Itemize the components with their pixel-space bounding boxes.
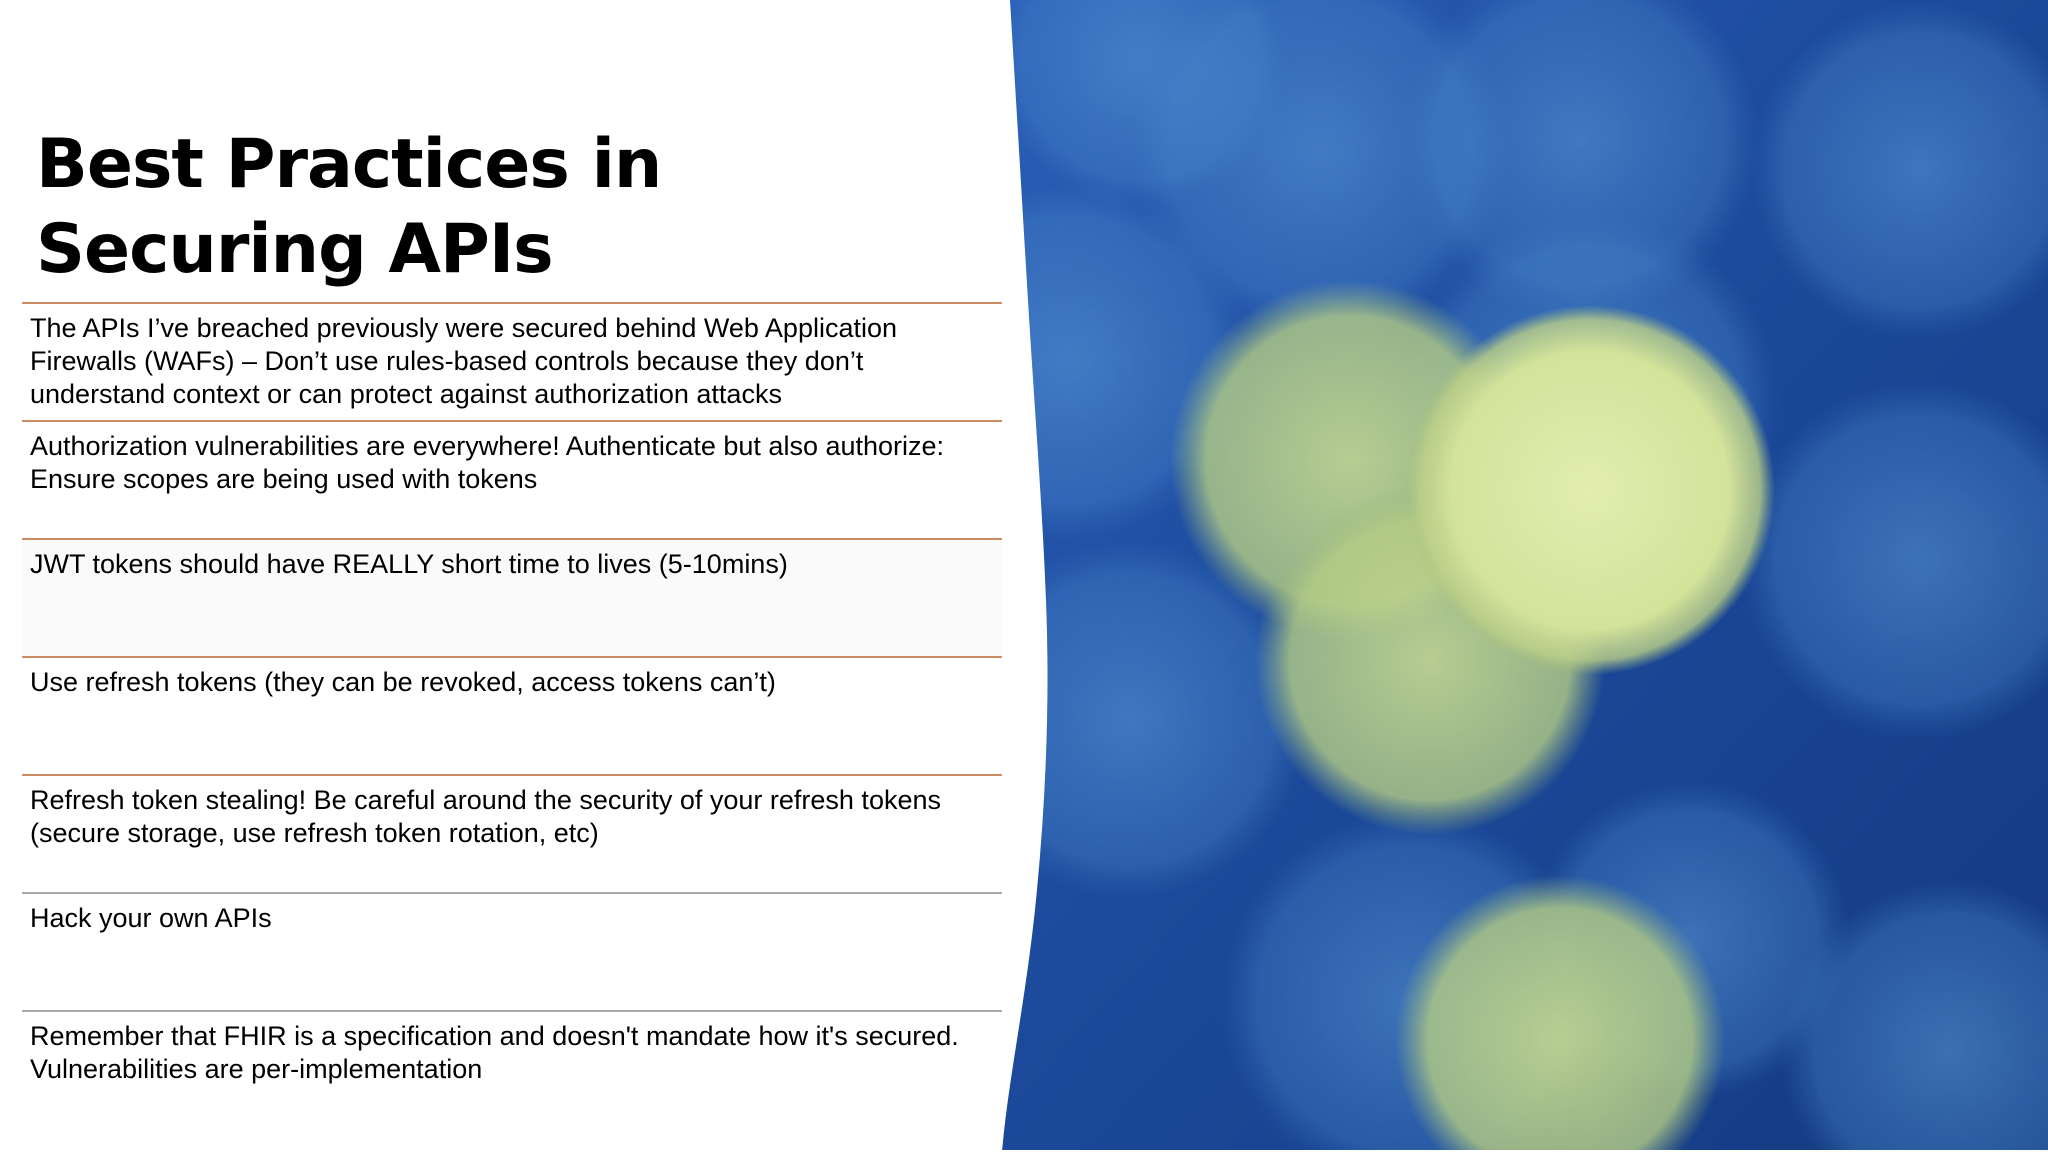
bullet-list <box>22 302 1002 1128</box>
list-item: Hack your own APIs <box>22 892 1002 1010</box>
bokeh-photo <box>990 0 2048 1152</box>
list-item: JWT tokens should have REALLY short time to lives (5-10mins) <box>22 538 1002 656</box>
slide-title: Best Practices in Securing APIs <box>36 125 662 289</box>
list-item: The APIs I’ve breached previously were secured behind Web Application Firewalls (WAFs) – Don’t use rules-based controls because they don’t understand context or can protect against authorization attacks <box>22 302 1002 420</box>
list-item: Remember that FHIR is a specification and doesn't mandate how it's secured. Vulnerabilities are per-implementation <box>22 1010 1002 1128</box>
list-item: Refresh token stealing! Be careful around the security of your refresh tokens (secure storage, use refresh token rotation, etc) <box>22 774 1002 892</box>
list-item: Authorization vulnerabilities are everywhere! Authenticate but also authorize: Ensure scopes are being used with tokens <box>22 420 1002 538</box>
list-item: Use refresh tokens (they can be revoked, access tokens can’t) <box>22 656 1002 774</box>
